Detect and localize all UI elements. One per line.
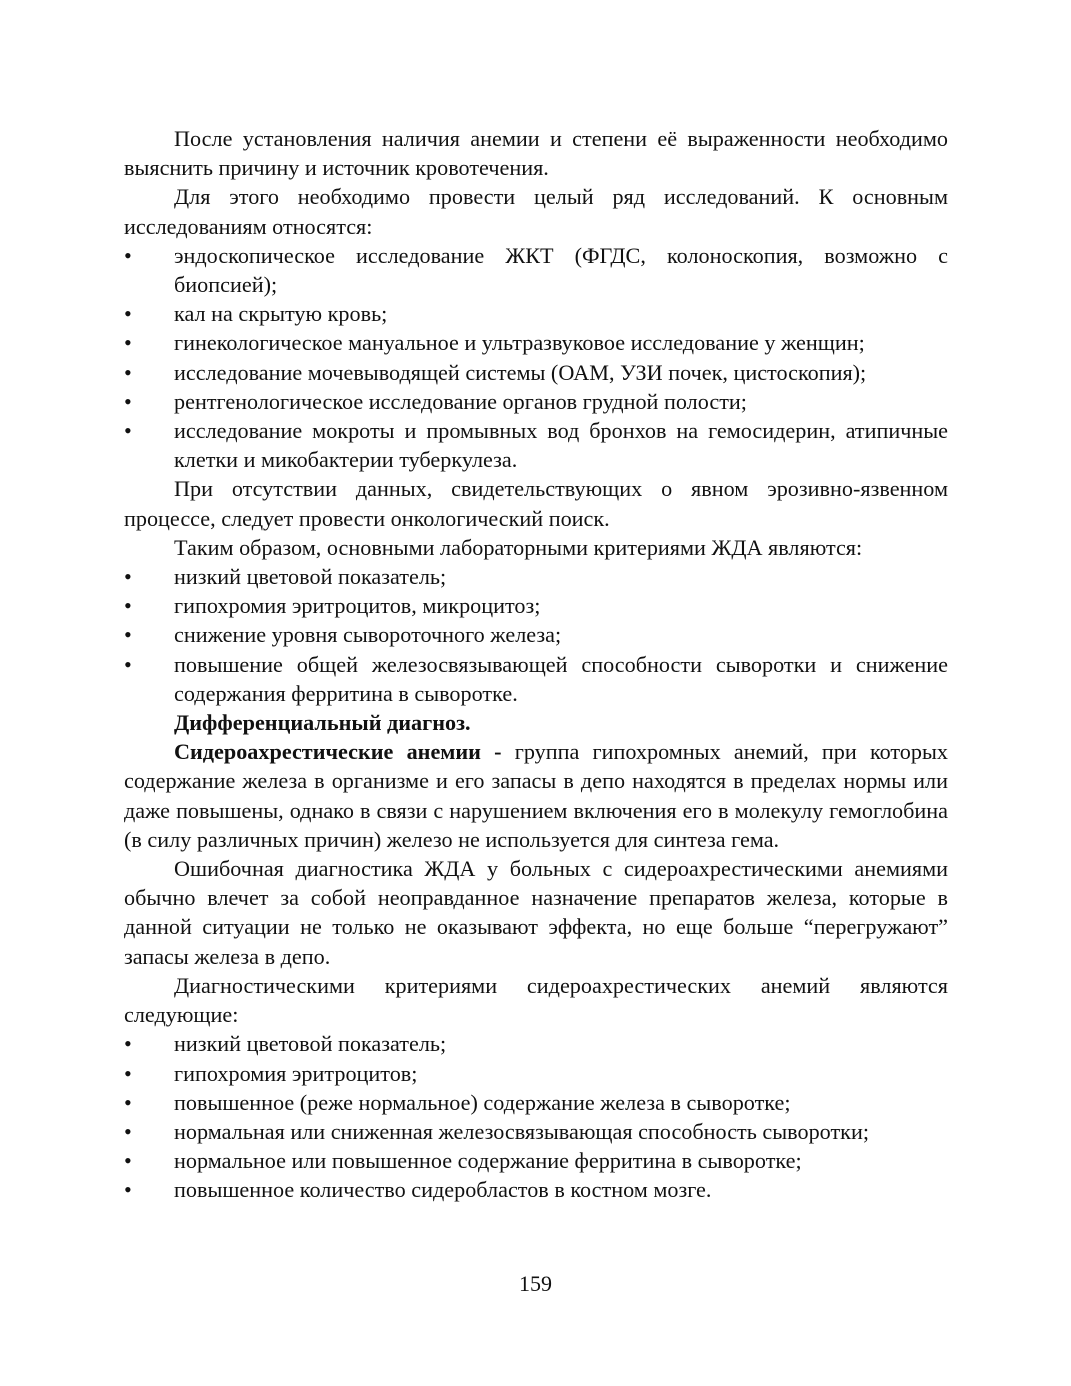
bullet-icon: • (124, 651, 132, 677)
bullet-icon: • (124, 564, 132, 590)
list-item-text: кал на скрытую кровь; (174, 301, 388, 327)
bullet-list (124, 562, 948, 708)
list-item (124, 1059, 948, 1088)
list-item (124, 562, 948, 591)
list-item-text: низкий цветовой показатель; (174, 564, 447, 590)
list-item-text: исследование мочевыводящей системы (ОАМ, УЗИ почек, цистоскопия); (174, 359, 867, 385)
bullet-icon: • (124, 301, 132, 327)
list-item-text: гинекологическое мануальное и ультразвуковое исследование у женщин; (174, 330, 865, 356)
list-item (124, 1146, 948, 1175)
list-item (124, 591, 948, 620)
list-item (124, 650, 948, 708)
paragraph: Диагностическими критериями сидероахрестических анемий являются следующие: (124, 972, 948, 1028)
paragraph: После установления наличия анемии и степени её выраженности необходимо выяснить причину и источник кровотечения. (124, 126, 948, 181)
list-item-text: эндоскопическое исследование ЖКТ (ФГДС, колоноскопия, возможно с биопсией); (174, 242, 948, 298)
section-heading: Дифференциальный диагноз. (174, 710, 471, 736)
list-item (124, 1029, 948, 1058)
list-item (124, 620, 948, 649)
bullet-icon: • (124, 359, 132, 385)
bullet-icon: • (124, 418, 132, 444)
list-item (124, 328, 948, 357)
bullet-icon: • (124, 1148, 132, 1174)
bullet-icon: • (124, 388, 132, 414)
list-item (124, 387, 948, 416)
paragraph: Таким образом, основными лабораторными критериями ЖДА являются: (174, 534, 863, 560)
list-item-text: рентгенологическое исследование органов грудной полости; (174, 388, 747, 414)
list-item (124, 1175, 948, 1204)
list-item-text: нормальная или сниженная железосвязывающая способность сыворотки; (174, 1118, 869, 1144)
paragraph: Для этого необходимо провести целый ряд исследований. К основным исследованиям относятся: (124, 184, 948, 239)
bullet-icon: • (124, 1031, 132, 1057)
list-item-text: нормальное или повышенное содержание ферритина в сыворотке; (174, 1148, 802, 1174)
bullet-icon: • (124, 242, 132, 268)
bullet-icon: • (124, 622, 132, 648)
page-body (124, 124, 948, 1205)
term-lead: Сидероахрестические анемии - (174, 739, 502, 765)
bullet-list (124, 1029, 948, 1204)
page-number: 159 (519, 1271, 552, 1296)
list-item-text: исследование мокроты и промывных вод бронхов на гемосидерин, атипичные клетки и микобактерии туберкулеза. (174, 418, 948, 473)
list-item-text: повышенное (реже нормальное) содержание железа в сыворотке; (174, 1089, 791, 1115)
bullet-icon: • (124, 330, 132, 356)
list-item (124, 241, 948, 299)
list-item (124, 1088, 948, 1117)
bullet-icon: • (124, 593, 132, 619)
list-item-text: гипохромия эритроцитов; (174, 1060, 418, 1086)
list-item (124, 416, 948, 474)
paragraph: При отсутствии данных, свидетельствующих о явном эрозивно-язвенном процессе, следует провести онкологический поиск. (124, 476, 948, 531)
bullet-icon: • (124, 1118, 132, 1144)
paragraph: Ошибочная диагностика ЖДА у больных с сидероахрестическими анемиями обычно влечет за собой неоправданное назначение препаратов железа, которые в данной ситуации не только не оказывают эффекта, но еще больше “перегружают” запасы железа в депо. (124, 856, 948, 969)
list-item-text: снижение уровня сывороточного железа; (174, 622, 562, 648)
bullet-icon: • (124, 1089, 132, 1115)
paragraph (124, 737, 948, 854)
list-item-text: низкий цветовой показатель; (174, 1031, 447, 1057)
term-definition: группа гипохромных анемий, при которых содержание железа в организме и его запасы в депо находятся в пределах нормы или даже повышены, однако в связи с нарушением включения его в молекулу гемоглобина (в силу различных причин) железо не используется для синтеза гема. (124, 739, 948, 852)
bullet-list (124, 241, 948, 475)
list-item-text: повышенное количество сидеробластов в костном мозге. (174, 1177, 712, 1203)
list-item (124, 358, 948, 387)
list-item (124, 299, 948, 328)
bullet-icon: • (124, 1060, 132, 1086)
bullet-icon: • (124, 1177, 132, 1203)
list-item-text: повышение общей железосвязывающей способности сыворотки и снижение содержания ферритина в сыворотке. (174, 651, 948, 706)
list-item-text: гипохромия эритроцитов, микроцитоз; (174, 593, 541, 619)
list-item (124, 1117, 948, 1146)
